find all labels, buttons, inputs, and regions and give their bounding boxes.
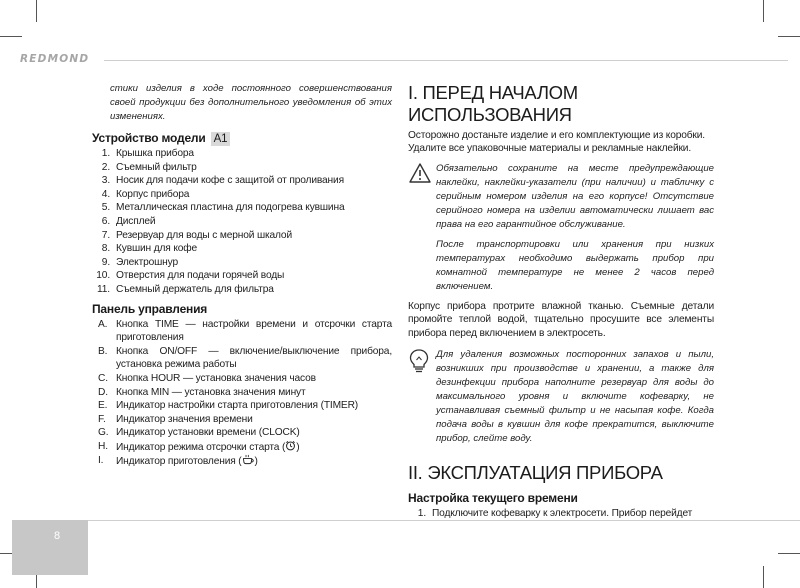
warning-text-2: После транспортировки или хранения при низких температурах необходимо выдержать прибор при комнатной температуре не менее 2 часов перед включением.	[436, 238, 714, 292]
list-item-text	[116, 161, 392, 175]
step-number: 1.	[417, 508, 426, 520]
coffee-cup-icon	[242, 456, 255, 467]
list-item-label: Кнопка MIN — установка значения минут	[116, 386, 306, 398]
list-item	[92, 269, 392, 283]
list-item-number: D.	[98, 386, 108, 398]
list-item	[92, 242, 392, 256]
left-column	[92, 82, 392, 469]
list-item-label: Кнопка HOUR — установка значения часов	[116, 372, 316, 384]
list-item-number: 7.	[101, 229, 110, 241]
list-item-text	[116, 372, 392, 386]
list-item	[92, 283, 392, 297]
list-item	[92, 440, 392, 455]
list-item-label: Индикатор установки времени (CLOCK)	[116, 427, 300, 439]
list-item	[408, 507, 714, 521]
step-text: Подключите кофеварку к электросети. Прибор перейдет	[432, 508, 693, 520]
list-item-label: Резервуар для воды с мерной шкалой	[116, 229, 292, 241]
list-item-text	[116, 283, 392, 297]
list-item-text	[116, 229, 392, 243]
list-item-number: 10.	[96, 270, 110, 282]
list-item-text	[116, 318, 392, 345]
list-item	[92, 215, 392, 229]
tip-text: Для удаления возможных посторонних запахов и пыли, возникших при производстве и хранении, а также для дезинфекции прибора наполните резервуар для воды до максимального уровня и включите кофеварку, не устанавливая съемный фильтр и не насыпая кофе. Когда подача воды в кувшин для кофе прекратится, выключите прибор, слейте воду.	[436, 349, 714, 445]
tip-note	[408, 348, 714, 446]
list-item	[92, 399, 392, 413]
list-item	[92, 188, 392, 202]
crop-mark	[778, 36, 800, 37]
section-2-title: II. ЭКСПЛУАТАЦИЯ ПРИБОРА	[408, 462, 663, 484]
list-item-label: Индикатор значения времени	[116, 413, 253, 425]
crop-mark	[36, 0, 37, 22]
list-item	[92, 161, 392, 175]
list-item-label: Носик для подачи кофе с защитой от проливания	[116, 175, 344, 187]
list-item	[92, 256, 392, 270]
section-1-intro: Осторожно достаньте изделие и его комплектующие из коробки. Удалите все упаковочные материалы и рекламные наклейки.	[408, 130, 705, 155]
list-item-label: Крышка прибора	[116, 148, 194, 159]
alarm-clock-icon	[285, 442, 296, 453]
list-item-label: Кнопка ON/OFF — включение/выключение прибора, установка режима работы	[116, 345, 392, 371]
model-badge: A1	[211, 132, 231, 146]
warning-triangle-icon	[408, 162, 436, 294]
list-item-label: Корпус прибора	[116, 188, 190, 200]
list-item	[92, 372, 392, 386]
list-item-number: 9.	[101, 256, 110, 268]
cleaning-paragraph: Корпус прибора протрите влажной тканью. Съемные детали промойте теплой водой, тщательно просушите все элементы прибора перед включением в электросеть.	[408, 300, 714, 339]
list-item-number: 11.	[97, 283, 110, 295]
list-item-text	[116, 147, 392, 161]
list-item-number: F.	[98, 413, 106, 425]
list-item-text	[116, 215, 392, 229]
list-item-number: 5.	[101, 202, 110, 214]
list-item-number: E.	[98, 400, 108, 412]
list-item-label: Индикатор приготовления (	[116, 456, 242, 468]
time-steps-list	[408, 507, 714, 521]
list-item-text	[116, 386, 392, 400]
control-panel-list	[92, 318, 392, 470]
list-item-label: Индикатор режима отсрочки старта (	[116, 441, 286, 453]
right-column	[408, 82, 714, 521]
list-item-label: Кувшин для кофе	[116, 243, 198, 255]
list-item-label: Кнопка TIME — настройки времени и отсрочки старта приготовления	[116, 318, 392, 344]
list-item-text	[116, 242, 392, 256]
list-item-number: 2.	[101, 161, 110, 173]
list-item-text	[116, 269, 392, 283]
crop-mark	[0, 36, 22, 37]
list-item	[92, 386, 392, 400]
list-item	[92, 229, 392, 243]
list-item-text	[116, 256, 392, 270]
footer-rule	[88, 520, 800, 521]
warning-note	[408, 162, 714, 294]
list-item	[92, 345, 392, 372]
list-item-tail: )	[254, 456, 258, 468]
brand-logo: REDMOND	[20, 53, 90, 65]
list-item-text	[116, 440, 392, 455]
page-number-box	[12, 520, 88, 575]
list-item-number: C.	[98, 372, 108, 384]
list-item	[92, 454, 392, 469]
list-item-text	[116, 345, 392, 372]
list-item-number: A.	[98, 318, 108, 330]
crop-mark	[778, 553, 800, 554]
list-item	[92, 174, 392, 188]
list-item-text	[116, 454, 392, 469]
list-item-number: H.	[98, 440, 108, 452]
list-item	[92, 318, 392, 345]
list-item-text	[116, 188, 392, 202]
list-item-number: 3.	[101, 175, 110, 187]
warning-text-1: Обязательно сохраните на месте предупреждающие наклейки, наклейки-указатели (при наличии) и табличку с серийным номером изделия на его корпусе! Отсутствие серийного номера на изделии автоматически лишает вас права на его гарантийное обслуживание.	[436, 162, 714, 230]
list-item-number: I.	[98, 455, 104, 467]
list-item-label: Электрошнур	[116, 256, 178, 268]
device-heading	[92, 130, 392, 146]
list-item-label: Индикатор настройки старта приготовления (TIMER)	[116, 400, 359, 412]
section-1-title: I. ПЕРЕД НАЧАЛОМ ИСПОЛЬЗОВАНИЯ	[408, 82, 578, 125]
header-rule	[104, 60, 788, 61]
list-item	[92, 147, 392, 161]
device-heading-text: Устройство модели	[92, 131, 206, 145]
list-item-label: Металлическая пластина для подогрева кувшина	[116, 202, 345, 214]
list-item-number: 1.	[101, 148, 110, 159]
list-item-text	[116, 174, 392, 188]
list-item-label: Отверстия для подачи горячей воды	[116, 270, 285, 282]
crop-mark	[763, 566, 764, 588]
list-item-label: Дисплей	[116, 215, 156, 227]
list-item	[92, 426, 392, 440]
list-item-text	[116, 413, 392, 427]
page-number: 8	[54, 530, 61, 542]
list-item-number: 6.	[101, 215, 110, 227]
list-item-tail: )	[296, 441, 300, 453]
lightbulb-icon	[408, 348, 436, 446]
crop-mark	[763, 0, 764, 22]
list-item	[92, 201, 392, 215]
list-item-label: Съемный фильтр	[116, 161, 197, 173]
list-item-number: B.	[98, 345, 108, 357]
list-item-label: Съемный держатель для фильтра	[116, 283, 274, 295]
list-item-text	[116, 426, 392, 440]
list-item-text	[116, 201, 392, 215]
intro-paragraph: стики изделия в ходе постоянного совершенствования своей продукции без дополнительного уведомления об этих изменениях.	[110, 83, 392, 122]
list-item	[92, 413, 392, 427]
list-item-number: 8.	[101, 243, 110, 255]
list-item-number: 4.	[101, 188, 110, 200]
time-setting-heading: Настройка текущего времени	[408, 491, 578, 506]
list-item-text	[116, 399, 392, 413]
panel-heading: Панель управления	[92, 301, 208, 316]
device-parts-list	[92, 147, 392, 297]
list-item-number: G.	[98, 427, 109, 439]
